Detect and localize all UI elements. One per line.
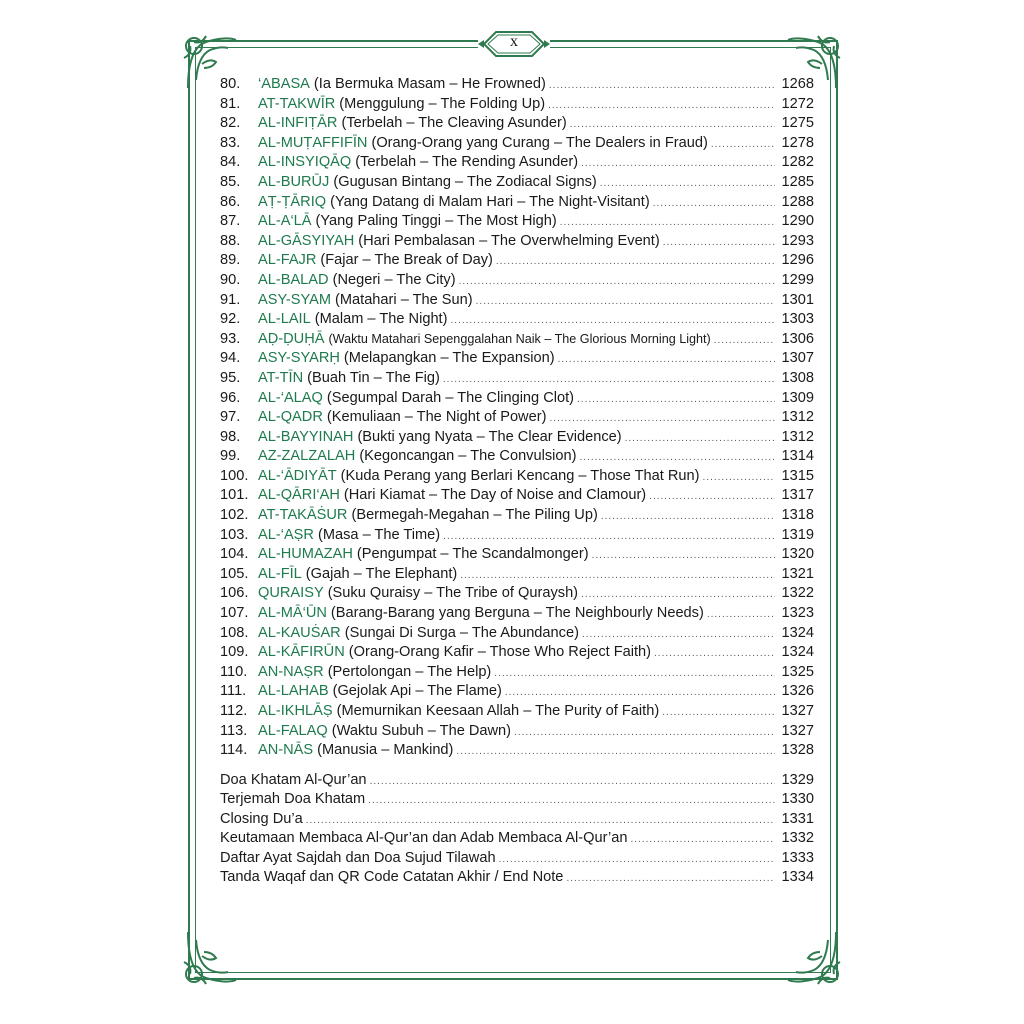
surah-name: AL-FALAQ	[258, 722, 328, 739]
corner-ornament-icon	[176, 920, 248, 992]
surah-number: 81.	[220, 95, 241, 112]
leader-dots	[496, 256, 775, 267]
toc-row[interactable]	[220, 448, 814, 468]
surah-number: 96.	[220, 389, 241, 406]
page-ref: 1321	[781, 565, 814, 582]
surah-translation: (Malam – The Night)	[314, 311, 448, 328]
surah-number: 114.	[220, 742, 248, 759]
surah-translation: (Masa – The Time)	[317, 526, 441, 543]
surah-translation: (Waktu Subuh – The Dawn)	[331, 722, 512, 739]
leader-dots	[443, 374, 775, 385]
appendix-title: Daftar Ayat Sajdah dan Doa Sujud Tilawah	[220, 849, 496, 866]
surah-name: AL-‘ĀDIYĀT	[258, 467, 337, 484]
page-ref: 1293	[781, 232, 814, 249]
surah-translation: (Gajah – The Elephant)	[305, 565, 458, 582]
appendix-title: Terjemah Doa Khatam	[220, 791, 366, 808]
surah-number: 113.	[220, 722, 248, 739]
toc-row[interactable]	[220, 546, 814, 566]
surah-translation: (Terbelah – The Cleaving Asunder)	[341, 115, 567, 132]
page-ref: 1333	[781, 849, 814, 866]
leader-dots	[581, 589, 775, 600]
leader-dots	[654, 648, 775, 659]
surah-number: 88.	[220, 232, 241, 249]
page-ref: 1325	[781, 663, 814, 680]
page-ref: 1312	[781, 409, 814, 426]
surah-name: AL-BURŪJ	[258, 173, 330, 190]
surah-name: AL-LAHAB	[258, 683, 329, 700]
leader-dots	[368, 795, 775, 806]
surah-name: AL-INFIṬĀR	[258, 115, 338, 132]
corner-ornament-icon	[776, 920, 848, 992]
surah-number: 101.	[220, 487, 249, 504]
surah-name: AL-A‘LĀ	[258, 213, 312, 230]
surah-name: AL-MUṬAFFIFĪN	[258, 134, 368, 151]
surah-name: AT-TAKWĪR	[258, 95, 336, 112]
surah-number: 109.	[220, 644, 249, 661]
page-ref: 1301	[781, 291, 814, 308]
surah-number: 95.	[220, 369, 241, 386]
surah-name: AL-LAIL	[258, 311, 311, 328]
surah-translation: (Waktu Matahari Sepenggalahan Naik – The Glorious Morning Light)	[328, 331, 711, 346]
surah-number: 102.	[220, 507, 249, 524]
leader-dots	[663, 237, 775, 248]
surah-number: 98.	[220, 428, 241, 445]
surah-name: AL-QADR	[258, 409, 323, 426]
toc-row[interactable]	[220, 370, 814, 390]
surah-number: 111.	[220, 683, 247, 700]
surah-translation: (Kuda Perang yang Berlari Kencang – Those That Run)	[340, 467, 700, 484]
surah-name: AṬ-ṬĀRIQ	[258, 193, 327, 210]
page-ref: 1296	[781, 252, 814, 269]
page-ref: 1329	[781, 772, 814, 788]
surah-name: AL-HUMAZAH	[258, 546, 353, 563]
surah-translation: (Barang-Barang yang Berguna – The Neighbourly Needs)	[330, 605, 704, 622]
toc-row[interactable]	[220, 252, 814, 272]
surah-number: 99.	[220, 448, 241, 465]
page-ref: 1324	[781, 624, 814, 641]
leader-dots	[662, 707, 775, 718]
surah-translation: (Hari Pembalasan – The Overwhelming Event)	[358, 232, 660, 249]
surah-name: QURAISY	[258, 585, 324, 602]
surah-name: AL-BALAD	[258, 271, 329, 288]
leader-dots	[443, 531, 775, 542]
page-ref: 1299	[781, 271, 814, 288]
toc-row[interactable]	[220, 76, 814, 96]
surah-translation: (Manusia – Mankind)	[317, 742, 454, 759]
leader-dots	[566, 873, 775, 884]
surah-translation: (Buah Tin – The Fig)	[307, 369, 440, 386]
surah-name: AL-INSYIQĀQ	[258, 154, 352, 171]
surah-number: 107.	[220, 605, 249, 622]
surah-number: 97.	[220, 409, 241, 426]
page-ref: 1306	[781, 330, 814, 347]
leader-dots	[456, 746, 775, 757]
surah-name: ASY-SYAM	[258, 291, 331, 308]
surah-number: 87.	[220, 213, 241, 230]
leader-dots	[631, 834, 776, 845]
toc-row[interactable]	[220, 154, 814, 174]
surah-name: AL-‘ALAQ	[258, 389, 323, 406]
toc-row[interactable]	[220, 233, 814, 253]
toc-row[interactable]	[220, 850, 814, 869]
surah-number: 106.	[220, 585, 249, 602]
surah-name: AT-TĪN	[258, 369, 304, 386]
leader-dots	[306, 815, 775, 826]
surah-translation: (Melapangkan – The Expansion)	[343, 350, 555, 367]
page-ref: 1331	[781, 810, 814, 827]
toc-row[interactable]	[220, 135, 814, 155]
page-ref: 1315	[781, 467, 814, 484]
surah-number: 93.	[220, 330, 241, 347]
toc-row[interactable]	[220, 429, 814, 449]
surah-translation: (Gugusan Bintang – The Zodiacal Signs)	[333, 173, 597, 190]
surah-number: 90.	[220, 271, 241, 288]
toc-row[interactable]	[220, 683, 814, 703]
surah-number: 110.	[220, 663, 248, 680]
surah-translation: (Bukti yang Nyata – The Clear Evidence)	[357, 428, 622, 445]
leader-dots	[703, 472, 775, 483]
surah-translation: (Yang Datang di Malam Hari – The Night-Visitant)	[330, 193, 650, 210]
surah-translation: (Negeri – The City)	[332, 271, 456, 288]
surah-number: 86.	[220, 193, 241, 210]
page-number: x	[510, 33, 518, 50]
leader-dots	[592, 550, 775, 561]
leader-dots	[370, 776, 775, 787]
surah-translation: (Ia Bermuka Masam – He Frowned)	[313, 76, 546, 92]
surah-number: 83.	[220, 134, 241, 151]
toc-row[interactable]	[220, 742, 814, 762]
surah-translation: (Fajar – The Break of Day)	[320, 252, 493, 269]
page-ref: 1319	[781, 526, 814, 543]
leader-dots	[549, 80, 775, 91]
leader-dots	[460, 570, 775, 581]
page-ref: 1332	[781, 830, 814, 847]
toc-row[interactable]	[220, 830, 814, 849]
appendix-title: Tanda Waqaf dan QR Code Catatan Akhir / End Note	[220, 868, 564, 885]
surah-number: 103.	[220, 526, 249, 543]
page-ref: 1288	[781, 193, 814, 210]
surah-translation: (Segumpal Darah – The Clinging Clot)	[326, 389, 575, 406]
appendix-title: Doa Khatam Al-Qur’an	[220, 772, 367, 788]
page-ref: 1318	[781, 507, 814, 524]
page-ref: 1275	[781, 115, 814, 132]
surah-number: 84.	[220, 154, 241, 171]
surah-name: AL-KAUṠAR	[258, 624, 341, 641]
surah-translation: (Orang-Orang yang Curang – The Dealers in Fraud)	[371, 134, 708, 151]
leader-dots	[653, 198, 775, 209]
leader-dots	[570, 119, 775, 130]
surah-number: 100.	[220, 467, 249, 484]
toc-row[interactable]	[220, 96, 814, 116]
surah-translation: (Matahari – The Sun)	[335, 291, 473, 308]
leader-dots	[459, 276, 775, 287]
appendix-title: Keutamaan Membaca Al-Qur’an dan Adab Membaca Al-Qur’an	[220, 830, 628, 847]
leader-dots	[577, 394, 775, 405]
toc-row[interactable]	[220, 869, 814, 888]
page-ref: 1314	[781, 448, 814, 465]
toc-row[interactable]	[220, 331, 814, 351]
leader-dots	[548, 100, 775, 111]
leader-dots	[560, 217, 775, 228]
surah-number: 82.	[220, 115, 241, 132]
toc-row[interactable]	[220, 409, 814, 429]
page-ref: 1290	[781, 213, 814, 230]
toc-row[interactable]	[220, 703, 814, 723]
toc-row[interactable]	[220, 566, 814, 586]
surah-translation: (Pertolongan – The Help)	[327, 663, 492, 680]
surah-translation: (Bermegah-Megahan – The Piling Up)	[351, 507, 598, 524]
toc-row[interactable]	[220, 664, 814, 684]
page-ref: 1317	[781, 487, 814, 504]
surah-translation: (Pengumpat – The Scandalmonger)	[356, 546, 589, 563]
surah-name: ASY-SYARḤ	[258, 350, 340, 367]
surah-name: AN-NĀS	[258, 742, 314, 759]
toc-row[interactable]	[220, 585, 814, 605]
surah-translation: (Yang Paling Tinggi – The Most High)	[315, 213, 557, 230]
surah-name: AL-MĀ‘ŪN	[258, 605, 327, 622]
leader-dots	[450, 315, 775, 326]
toc-row[interactable]	[220, 791, 814, 810]
surah-name: AL-FAJR	[258, 252, 317, 269]
surah-translation: (Memurnikan Keesaan Allah – The Purity of Faith)	[336, 703, 660, 719]
toc-row[interactable]	[220, 213, 814, 233]
page-ref: 1272	[781, 95, 814, 112]
page-ref: 1282	[781, 154, 814, 171]
leader-dots	[505, 687, 775, 698]
toc-row[interactable]	[220, 468, 814, 488]
surah-number: 85.	[220, 173, 241, 190]
surah-number: 94.	[220, 350, 241, 367]
page-ref: 1303	[781, 311, 814, 328]
surah-list	[220, 76, 814, 762]
page-ref: 1326	[781, 683, 814, 700]
page-ref: 1323	[781, 605, 814, 622]
leader-dots	[707, 609, 775, 620]
leader-dots	[514, 727, 775, 738]
appendix-title: Closing Du’a	[220, 810, 303, 827]
toc-row[interactable]	[220, 115, 814, 135]
leader-dots	[494, 668, 775, 679]
toc-row[interactable]	[220, 772, 814, 791]
page-ref: 1309	[781, 389, 814, 406]
toc-row[interactable]	[220, 644, 814, 664]
surah-name: AL-GĀSYIYAH	[258, 232, 355, 249]
surah-translation: (Suku Quraisy – The Tribe of Quraysh)	[327, 585, 579, 602]
leader-dots	[649, 491, 775, 502]
leader-dots	[549, 413, 775, 424]
surah-number: 105.	[220, 565, 249, 582]
toc-row[interactable]	[220, 292, 814, 312]
leader-dots	[499, 854, 775, 865]
leader-dots	[711, 139, 775, 150]
leader-dots	[581, 158, 775, 169]
surah-name: AḌ-ḌUḤĀ	[258, 330, 325, 347]
surah-number: 92.	[220, 311, 241, 328]
toc-row[interactable]	[220, 272, 814, 292]
surah-translation: (Menggulung – The Folding Up)	[339, 95, 546, 112]
surah-number: 91.	[220, 291, 241, 308]
leader-dots	[625, 433, 775, 444]
surah-number: 80.	[220, 76, 241, 92]
surah-translation: (Kemuliaan – The Night of Power)	[326, 409, 547, 426]
leader-dots	[476, 296, 775, 307]
page-ref: 1322	[781, 585, 814, 602]
surah-translation: (Sungai Di Surga – The Abundance)	[344, 624, 579, 641]
surah-name: AL-IKHLĀṢ	[258, 703, 333, 719]
leader-dots	[714, 335, 775, 346]
page-ref: 1312	[781, 428, 814, 445]
page-ref: 1308	[781, 369, 814, 386]
surah-translation: (Hari Kiamat – The Day of Noise and Clamour)	[343, 487, 647, 504]
surah-translation: (Terbelah – The Rending Asunder)	[355, 154, 579, 171]
surah-name: ‘ABASA	[258, 76, 310, 92]
page-ref: 1307	[781, 350, 814, 367]
toc-row[interactable]	[220, 527, 814, 547]
toc-row[interactable]	[220, 625, 814, 645]
toc-row[interactable]	[220, 507, 814, 527]
page-ref: 1268	[781, 76, 814, 92]
leader-dots	[601, 511, 775, 522]
leader-dots	[579, 452, 775, 463]
leader-dots	[582, 629, 775, 640]
surah-translation: (Orang-Orang Kafir – Those Who Reject Faith)	[348, 644, 652, 661]
page-ref: 1328	[781, 742, 814, 759]
surah-number: 104.	[220, 546, 249, 563]
toc-row[interactable]	[220, 390, 814, 410]
page-ref: 1320	[781, 546, 814, 563]
toc-row[interactable]	[220, 311, 814, 331]
surah-name: AN-NAṢR	[258, 663, 324, 680]
surah-translation: (Gejolak Api – The Flame)	[332, 683, 502, 700]
toc-row[interactable]	[220, 194, 814, 214]
page-ref: 1330	[781, 791, 814, 808]
surah-number: 108.	[220, 624, 249, 641]
appendix-list	[220, 772, 814, 888]
surah-name: AL-FĪL	[258, 565, 302, 582]
page-ref: 1327	[781, 703, 814, 719]
page-ref: 1278	[781, 134, 814, 151]
toc-row[interactable]	[220, 811, 814, 830]
leader-dots	[600, 178, 775, 189]
surah-number: 89.	[220, 252, 241, 269]
toc-row[interactable]	[220, 605, 814, 625]
surah-name: AT-TAKĀṠUR	[258, 507, 348, 524]
surah-number: 112.	[220, 703, 248, 719]
toc-row[interactable]	[220, 723, 814, 743]
surah-name: AL-KĀFIRŪN	[258, 644, 345, 661]
page-ref: 1334	[781, 868, 814, 885]
surah-name: AL-QĀRI‘AH	[258, 487, 340, 504]
toc-row[interactable]	[220, 487, 814, 507]
toc-row[interactable]	[220, 174, 814, 194]
toc-row[interactable]	[220, 350, 814, 370]
surah-name: AZ-ZALZALAH	[258, 448, 356, 465]
surah-name: AL-BAYYINAH	[258, 428, 354, 445]
surah-name: AL-‘AṢR	[258, 526, 314, 543]
surah-translation: (Kegoncangan – The Convulsion)	[359, 448, 577, 465]
page-ref: 1327	[781, 722, 814, 739]
leader-dots	[558, 354, 775, 365]
page-ref: 1285	[781, 173, 814, 190]
page-ref: 1324	[781, 644, 814, 661]
